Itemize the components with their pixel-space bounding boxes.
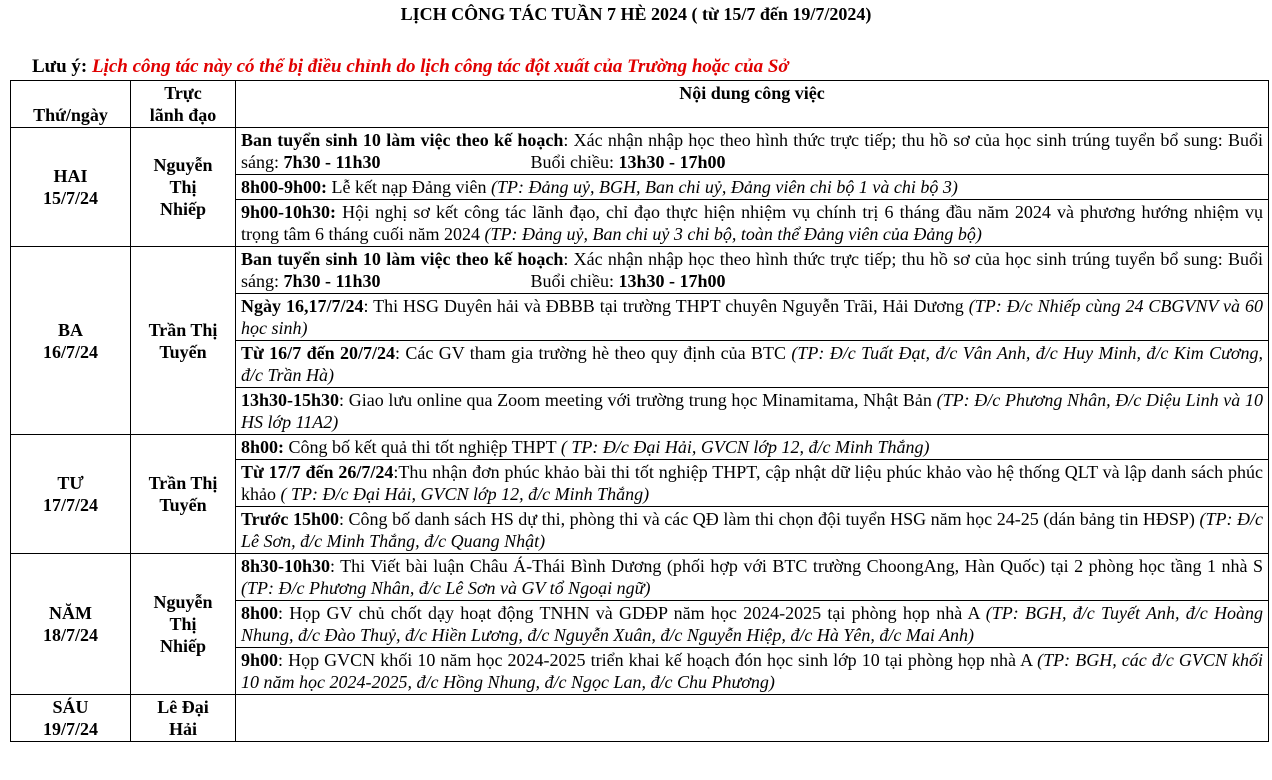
morning-hours: 7h30 - 11h30 [283, 271, 381, 291]
leader-name-line: Tuyến [159, 495, 207, 515]
task-time: Ban tuyển sinh 10 làm việc theo kế hoạch [241, 130, 564, 150]
task-time: 8h00: [241, 437, 285, 457]
task-description: : Họp GVCN khối 10 năm học 2024-2025 triển khai kế hoạch đón học sinh lớp 10 tại phòng họp nhà A [278, 650, 1038, 670]
leader-name-line: Trần Thị [148, 319, 218, 340]
header-leader: Trực lãnh đạo [131, 81, 236, 128]
task-cell [236, 341, 1269, 388]
task-description: : Thi Viết bài luận Châu Á-Thái Bình Dương (phối hợp với BTC trường ChoongAng, Hàn Quốc) tại 2 phòng học tầng 1 nhà S [330, 556, 1263, 576]
task-description: Công bố kết quả thi tốt nghiệp THPT [284, 437, 561, 457]
leader-cell [131, 554, 236, 695]
day-name: HAI [53, 166, 88, 186]
day-date: 15/7/24 [42, 188, 98, 208]
task-description: : Các GV tham gia trường hè theo quy định của BTC [394, 343, 792, 363]
task-description: : Công bố danh sách HS dự thi, phòng thi và các QĐ làm thi chọn đội tuyển HSG năm học 24-25 (dán bảng tin HĐSP) [338, 509, 1200, 529]
day-cell [11, 435, 131, 554]
task-cell [236, 507, 1269, 554]
task-cell [236, 460, 1269, 507]
afternoon-label: Buổi chiều: [530, 271, 619, 291]
note-text: Lịch công tác này có thể bị điều chỉnh do lịch công tác đột xuất của Trường hoặc của Sở [91, 56, 789, 77]
leader-name-line: Trần Thị [148, 473, 218, 493]
task-description: : Xác nhận nhập học theo hình thức trực tiếp; thu hồ sơ của học sinh trúng tuyển bổ sung: Buổi sáng: [241, 249, 1263, 291]
page-title: LỊCH CÔNG TÁC TUẦN 7 HÈ 2024 ( từ 15/7 đến 19/7/2024) [400, 4, 872, 24]
day-date: 17/7/24 [42, 495, 98, 515]
task-cell [236, 648, 1269, 695]
task-cell [236, 554, 1269, 601]
task-time: Ban tuyển sinh 10 làm việc theo kế hoạch [241, 249, 564, 269]
schedule-table [10, 80, 1269, 742]
task-participants: (TP: Đảng uỷ, BGH, Ban chi uỷ, Đảng viên chi bộ 1 và chi bộ 3) [490, 177, 958, 197]
task-participants: ( TP: Đ/c Đại Hải, GVCN lớp 12, đ/c Minh Thắng) [280, 484, 650, 504]
task-participants: (TP: Đảng uỷ, Ban chi uỷ 3 chi bộ, toàn thể Đảng viên của Đảng bộ) [484, 224, 982, 244]
leader-name-line: Tuyến [159, 341, 207, 362]
task-cell [236, 435, 1269, 460]
task-time: 9h00 [241, 650, 279, 670]
day-name: NĂM [49, 603, 92, 623]
day-name: SÁU [52, 697, 89, 717]
header-row [11, 81, 1269, 128]
leader-name-line: Thị [169, 614, 197, 634]
task-description: Lễ kết nạp Đảng viên [327, 177, 491, 197]
afternoon-label: Buổi chiều: [530, 152, 619, 172]
note [32, 56, 789, 78]
leader-name-line: Nhiếp [159, 636, 206, 656]
task-participants: (TP: Đ/c Tuất Đạt, đ/c Vân Anh, đ/c Huy Minh, đ/c Kim Cương, đ/c Trần Hà) [241, 343, 1264, 385]
table-row [11, 554, 1269, 601]
task-participants: (TP: Đ/c Phương Nhân, đ/c Lê Sơn và GV tổ Ngoại ngữ) [241, 578, 651, 598]
task-time: Từ 16/7 đến 20/7/24 [241, 343, 395, 363]
task-participants: (TP: BGH, đ/c Tuyết Anh, đ/c Hoàng Nhung, đ/c Đào Thuỷ, đ/c Hiền Lương, đ/c Nguyễn Xuân, đ/c Nguyễn Hiệp, đ/c Hà Yên, đ/c Mai Anh) [241, 603, 1263, 645]
leader-name-line: Nguyễn [153, 592, 213, 612]
task-description: : Giao lưu online qua Zoom meeting với trường trung học Minamitama, Nhật Bản [339, 390, 937, 410]
task-participants: (TP: Đ/c Phương Nhân, Đ/c Diệu Linh và 10 HS lớp 11A2) [241, 390, 1263, 432]
leader-name-line: Thị [169, 177, 197, 197]
task-time: Từ 17/7 đến 26/7/24 [241, 462, 394, 482]
task-cell [236, 247, 1269, 294]
task-time: 8h00 [241, 603, 279, 623]
task-cell [236, 695, 1269, 742]
header-content: Nội dung công việc [236, 81, 1269, 128]
morning-hours: 7h30 - 11h30 [283, 152, 381, 172]
task-cell [236, 388, 1269, 435]
table-row [11, 695, 1269, 742]
task-participants: (TP: BGH, các đ/c GVCN khối 10 năm học 2024-2025, đ/c Hồng Nhung, đ/c Ngọc Lan, đ/c Chu Phương) [241, 650, 1263, 692]
task-participants: (TP: Đ/c Nhiếp cùng 24 CBGVNV và 60 học sinh) [241, 296, 1263, 338]
table-row [11, 247, 1269, 294]
task-time: 13h30-15h30 [241, 390, 340, 410]
task-cell [236, 200, 1269, 247]
leader-cell [131, 128, 236, 247]
task-time: 9h00-10h30: [241, 202, 337, 222]
day-cell [11, 247, 131, 435]
leader-name-line: Hải [168, 719, 197, 739]
day-name: TƯ [57, 473, 84, 493]
task-time: Trước 15h00 [241, 509, 339, 529]
leader-cell [131, 247, 236, 435]
task-time: Ngày 16,17/7/24 [241, 296, 364, 316]
day-cell [11, 695, 131, 742]
afternoon-hours: 13h30 - 17h00 [618, 271, 726, 291]
task-description: : Xác nhận nhập học theo hình thức trực tiếp; thu hồ sơ của học sinh trúng tuyển bổ sung: Buổi sáng: [241, 130, 1263, 172]
leader-name-line: Nguyễn [153, 155, 213, 175]
task-time: 8h30-10h30 [241, 556, 331, 576]
task-description: : Thi HSG Duyên hải và ĐBBB tại trường THPT chuyên Nguyễn Trãi, Hải Dương [363, 296, 969, 316]
task-description: : Họp GV chủ chốt dạy hoạt động TNHN và GDĐP năm học 2024-2025 tại phòng họp nhà A [278, 603, 986, 623]
leader-name-line: Nhiếp [159, 199, 206, 219]
task-time: 8h00-9h00: [241, 177, 328, 197]
day-date: 18/7/24 [42, 625, 98, 645]
task-cell [236, 175, 1269, 200]
day-name: BA [57, 319, 83, 340]
leader-cell [131, 695, 236, 742]
day-date: 16/7/24 [42, 341, 98, 362]
task-cell [236, 601, 1269, 648]
day-date: 19/7/24 [42, 719, 98, 739]
table-row [11, 435, 1269, 460]
header-day: Thứ/ngày [11, 81, 131, 128]
task-description: Hội nghị sơ kết công tác lãnh đạo, chỉ đạo thực hiện nhiệm vụ chính trị 6 tháng đầu năm 2024 và phương hướng nhiệm vụ trọng tâm 6 tháng cuối năm 2024 [241, 202, 1263, 244]
day-cell [11, 128, 131, 247]
leader-cell [131, 435, 236, 554]
task-description: :Thu nhận đơn phúc khảo bài thi tốt nghiệp THPT, cập nhật dữ liệu phúc khảo vào hệ thống QLT và lập danh sách phúc khảo [241, 462, 1263, 504]
afternoon-hours: 13h30 - 17h00 [618, 152, 726, 172]
day-cell [11, 554, 131, 695]
task-cell [236, 294, 1269, 341]
note-label: Lưu ý: [32, 56, 88, 77]
task-cell [236, 128, 1269, 175]
task-participants: ( TP: Đ/c Đại Hải, GVCN lớp 12, đ/c Minh Thắng) [560, 437, 930, 457]
leader-name-line: Lê Đại [157, 697, 209, 717]
table-row [11, 128, 1269, 175]
task-participants: (TP: Đ/c Lê Sơn, đ/c Minh Thắng, đ/c Quang Nhật) [241, 509, 1263, 551]
